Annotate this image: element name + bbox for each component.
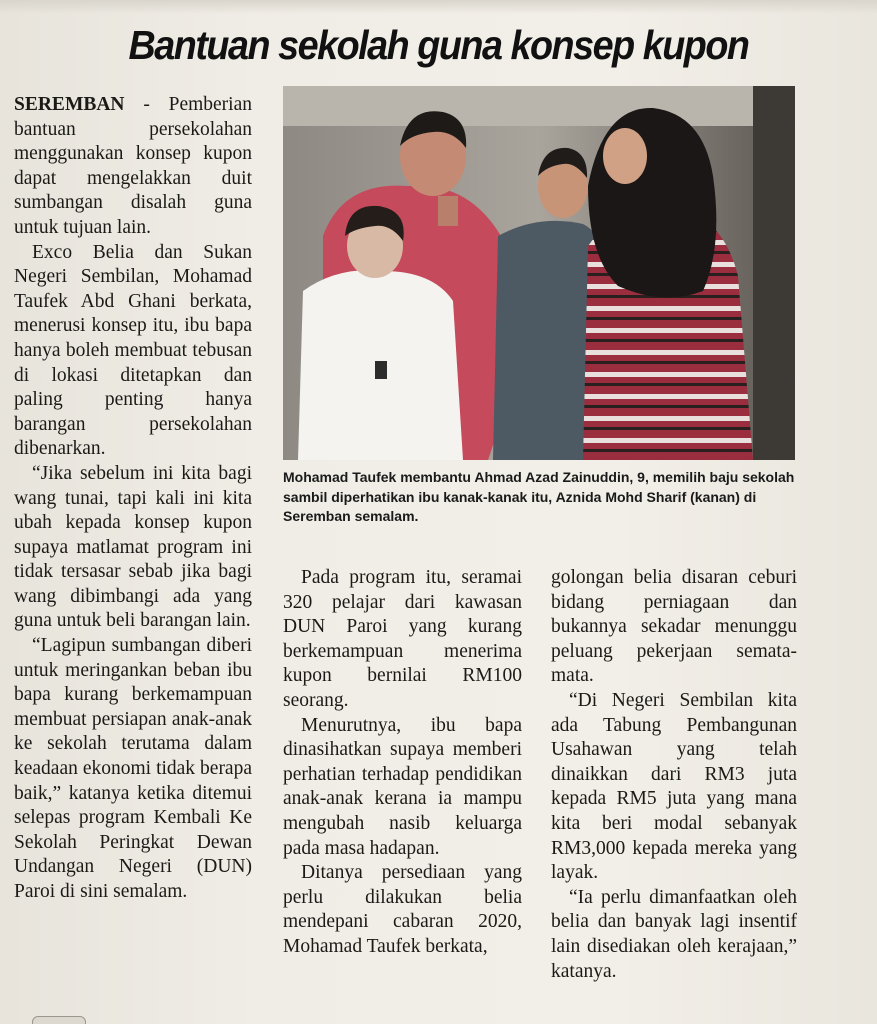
paragraph: Menurutnya, ibu bapa dinasihatkan supaya memberi perhatian terhadap pendidikan anak-anak kerana ia mampu mengubah nasib keluarga pada masa hadapan. bbox=[283, 714, 522, 859]
paragraph: Exco Belia dan Sukan Negeri Sembilan, Mohamad Taufek Abd Ghani berkata, menerusi konsep itu, ibu bapa hanya boleh membuat tebusan di lokasi ditetapkan dan paling penting hanya barangan persekolahan dibenarkan. bbox=[14, 241, 252, 460]
photo-illustration bbox=[283, 86, 795, 460]
top-edge-shadow bbox=[0, 0, 877, 14]
article-column-2 bbox=[283, 566, 522, 960]
lead-paragraph bbox=[14, 93, 252, 241]
dateline: SEREMBAN bbox=[14, 94, 125, 115]
photo-caption: Mohamad Taufek membantu Ahmad Azad Zainuddin, 9, memilih baju sekolah sambil diperhatikan ibu kanak-kanak itu, Aznida Mohd Sharif (kanan) di Seremban semalam. bbox=[283, 469, 795, 524]
paragraph: “Lagipun sumbangan diberi untuk meringankan beban ibu bapa kurang berkemampuan membuat persiapan anak-anak ke sekolah terutama dalam keadaan ekonomi tidak berapa baik,” katanya ketika ditemui selepas program Kembali Ke Sekolah Peringkat Dewan Undangan Negeri (DUN) Paroi di sini semalam. bbox=[14, 635, 252, 902]
paragraph: “Di Negeri Sembilan kita ada Tabung Pembangunan Usahawan yang telah dinaikkan dari RM3 juta kepada RM5 juta yang mana kita beri modal sebanyak RM3,000 kepada mereka yang layak. bbox=[551, 689, 797, 884]
paragraph: “Ia perlu dimanfaatkan oleh belia dan banyak lagi insentif lain disediakan oleh kerajaan,” katanya. bbox=[551, 886, 797, 982]
article-photo bbox=[283, 86, 795, 460]
article-headline: Bantuan sekolah guna konsep kupon bbox=[128, 22, 749, 68]
clip-tab bbox=[32, 1016, 86, 1024]
paragraph: golongan belia disaran ceburi bidang perniagaan dan bukannya sekadar menunggu peluang pekerjaan semata-mata. bbox=[551, 567, 797, 687]
article-column-3 bbox=[551, 566, 797, 984]
lead-text: - Pemberian bantuan persekolahan menggunakan konsep kupon dapat mengelakkan duit sumbangan disalah guna untuk tujuan lain. bbox=[14, 94, 252, 238]
paragraph: Ditanya persediaan yang perlu dilakukan belia mendepani cabaran 2020, Mohamad Taufek berkata, bbox=[283, 862, 522, 957]
paragraph: “Jika sebelum ini kita bagi wang tunai, tapi kali ini kita ubah kepada konsep kupon supaya matlamat program ini tidak tersasar sebab jika bagi wang dibimbangi ada yang guna untuk beli barangan lain. bbox=[14, 462, 252, 632]
paragraph: Pada program itu, seramai 320 pelajar dari kawasan DUN Paroi yang kurang berkemampuan menerima kupon bernilai RM100 seorang. bbox=[283, 567, 522, 711]
article-column-1 bbox=[14, 93, 252, 905]
